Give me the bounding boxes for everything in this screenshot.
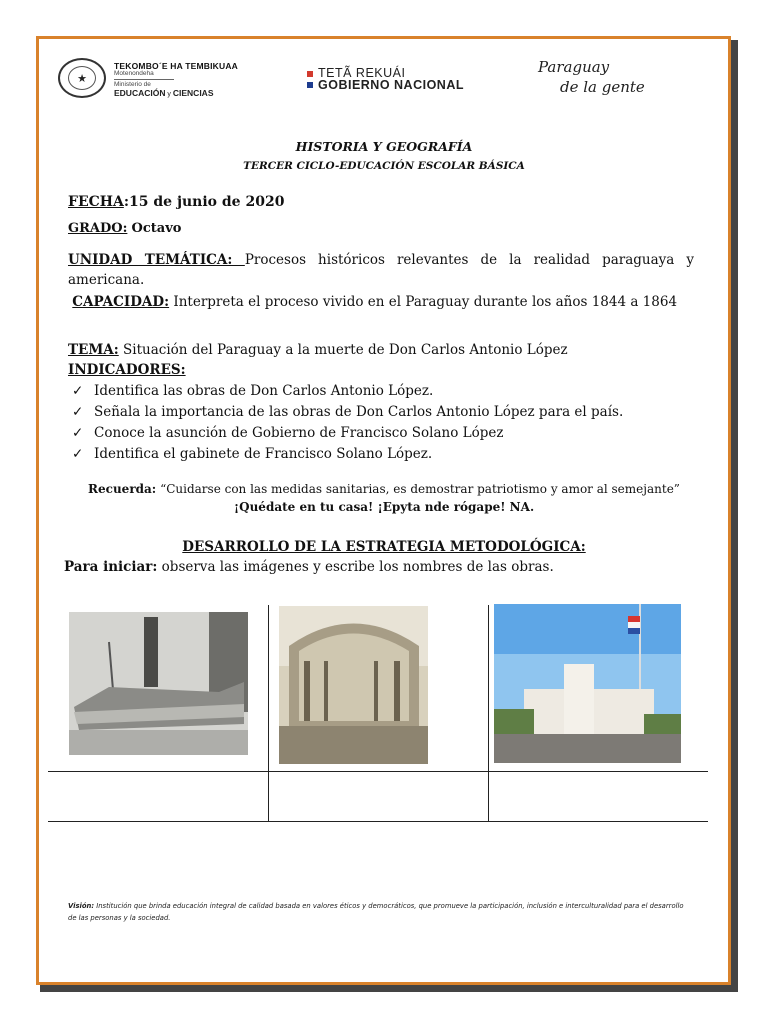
list-item: ✓ Identifica las obras de Don Carlos Antonio López. <box>72 383 623 404</box>
mec-logo-line1: TEKOMBO´E HA TEMBIKUAA <box>114 61 239 71</box>
checkmark-icon: ✓ <box>72 404 84 420</box>
gov-logo-red-square <box>307 71 313 77</box>
checkmark-icon: ✓ <box>72 383 84 399</box>
list-item: ✓ Identifica el gabinete de Francisco Solano López. <box>72 446 623 467</box>
gov-logo-line1: TETÃ REKUÁI <box>318 66 406 80</box>
gov-logo-line2: GOBIERNO NACIONAL <box>318 78 464 92</box>
capacidad-value: Interpreta el proceso vivido en el Paraguay durante los años 1844 a 1864 <box>173 294 678 310</box>
answer-grid-top-line <box>48 771 708 772</box>
answer-grid-divider <box>488 605 489 822</box>
mec-logo-line2: Motenondeha <box>114 70 154 77</box>
fecha-value: 15 de junio de 2020 <box>129 194 285 210</box>
star-icon: ★ <box>68 66 96 90</box>
ship-photo <box>69 612 248 755</box>
train-station-photo <box>279 606 428 764</box>
tema-field: TEMA: Situación del Paraguay a la muerte de Don Carlos Antonio López <box>68 342 568 358</box>
recuerda-line: Recuerda: “Cuidarse con las medidas sanitarias, es demostrar patriotismo y amor al semejante” <box>88 482 680 496</box>
indicadores-heading: INDICADORES: <box>68 362 186 378</box>
gov-logo-blue-square <box>307 82 313 88</box>
slogan-logo-line2: de la gente <box>560 78 645 96</box>
capacidad-field: CAPACIDAD: Interpreta el proceso vivido en el Paraguay durante los años 1844 a 1864 <box>72 294 678 310</box>
list-item: ✓ Señala la importancia de las obras de Don Carlos Antonio López para el país. <box>72 404 623 425</box>
grado-field: GRADO: Octavo <box>68 221 182 236</box>
unidad-tematica-field: UNIDAD TEMÁTICA: Procesos históricos relevantes de la realidad paraguaya y americana. <box>68 252 695 288</box>
unidad-tematica-value: Procesos históricos relevantes de la realidad paraguaya y americana. <box>68 252 695 288</box>
indicadores-list <box>72 383 623 467</box>
recuerda-slogan: ¡Quédate en tu casa! ¡Epyta nde rógape! NA. <box>233 500 535 514</box>
government-palace-photo <box>494 604 681 763</box>
fecha-field: FECHA:15 de junio de 2020 <box>68 194 285 210</box>
slogan-logo-line1: Paraguay <box>538 58 610 76</box>
answer-grid-divider <box>268 605 269 822</box>
vision-statement: Visión: Institución que brinda educación integral de calidad basada en valores éticos y democráticos, que promueve la participación, inclusión e interculturalidad para el desarrollo de las personas y la sociedad. <box>68 902 684 922</box>
para-iniciar-instruction: Para iniciar: observa las imágenes y escribe los nombres de las obras. <box>64 559 554 575</box>
list-item: ✓ Conoce la asunción de Gobierno de Francisco Solano López <box>72 425 623 446</box>
grado-value: Octavo <box>131 221 182 236</box>
checkmark-icon: ✓ <box>72 446 84 462</box>
document-title: HISTORIA Y GEOGRAFÍA <box>295 139 473 154</box>
mec-logo-line3: Ministerio de <box>114 81 151 88</box>
tema-value: Situación del Paraguay a la muerte de Don Carlos Antonio López <box>123 342 568 358</box>
document-subtitle: TERCER CICLO-EDUCACIÓN ESCOLAR BÁSICA <box>243 160 525 172</box>
mec-logo-divider <box>114 79 174 80</box>
mec-logo-line4: EDUCACIÓN y CIENCIAS <box>114 88 214 98</box>
national-seal-icon <box>58 58 106 98</box>
checkmark-icon: ✓ <box>72 425 84 441</box>
answer-grid-bottom-line <box>48 821 708 822</box>
desarrollo-heading: DESARROLLO DE LA ESTRATEGIA METODOLÓGICA: <box>182 539 586 555</box>
